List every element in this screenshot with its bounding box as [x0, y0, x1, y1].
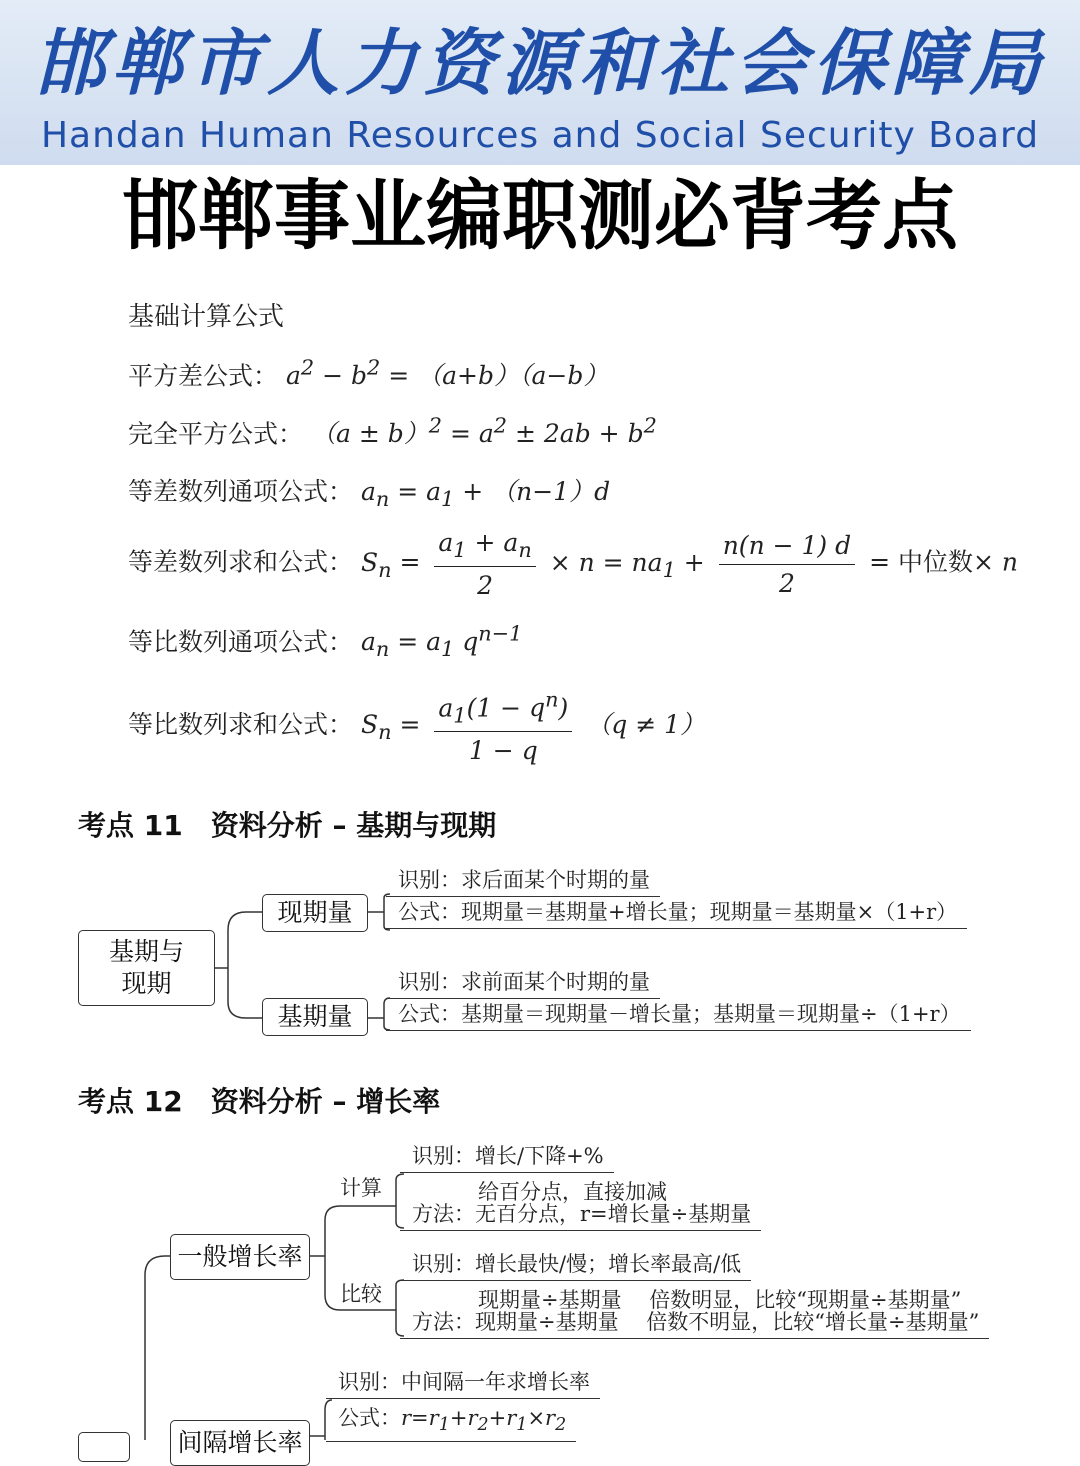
calc-method-line2: 无百分点，r=增长量÷基期量	[475, 1202, 752, 1226]
interval-identify: 识别：中间隔一年求增长率	[326, 1368, 600, 1399]
calc-method-line1: 给百分点，直接加减	[478, 1180, 667, 1204]
formula-perfect-square: 完全平方公式： $(a \pm b)^2 = a^2 \pm 2ab + b^2$	[128, 414, 657, 449]
compare-label: 比较	[340, 1282, 382, 1306]
interval-formula-prefix: 公式：	[338, 1406, 401, 1430]
formulas-heading: 基础计算公式	[128, 302, 285, 332]
formula-difference-of-squares: 平方差公式： $a^2 - b^2 = (a+b)(a-b)$	[128, 356, 609, 391]
node-current-quantity: 现期量	[262, 894, 368, 932]
formula-label: 等差数列求和公式：	[128, 547, 354, 577]
calc-label: 计算	[340, 1176, 382, 1200]
root-node-base-current: 基期与 现期	[78, 930, 215, 1006]
formula-label: 等差数列通项公式：	[128, 477, 354, 506]
compare-method-prefix: 方法：	[412, 1310, 475, 1334]
banner-title-cn: 邯郸市人力资源和社会保障局	[32, 21, 1047, 105]
formula-label: 等比数列通项公式：	[128, 627, 354, 657]
formula-geometric-term: 等比数列通项公式： $a_n = a_1$ $q^{n-1}$	[128, 622, 523, 662]
section-11-heading: 考点 11 资料分析 – 基期与现期	[78, 809, 497, 842]
median-text: 中位数	[898, 547, 974, 577]
formula-arithmetic-term: 等差数列通项公式： $a_n = a_1 + (n-1)d$	[128, 477, 611, 511]
node-base-quantity: 基期量	[262, 998, 368, 1036]
compare-identify: 识别：增长最快/慢；增长率最高/低	[400, 1250, 751, 1281]
formula-label: 完全平方公式：	[128, 419, 304, 449]
calc-method	[400, 1200, 761, 1231]
compare-row1-b: 倍数明显，比较“现期量÷基期量”	[649, 1288, 962, 1312]
compare-row2-a: 现期量÷基期量	[475, 1310, 619, 1334]
banner-title-en: Handan Human Resources and Social Security Board	[40, 115, 1040, 156]
compare-row2-b: 倍数不明显，比较“增长量÷基期量”	[646, 1310, 980, 1334]
formula-label: 等比数列求和公式：	[128, 710, 354, 740]
base-identify: 识别：求前面某个时期的量	[386, 968, 660, 999]
current-identify: 识别：求后面某个时期的量	[386, 866, 660, 897]
formula-geometric-sum: 等比数列求和公式： $S_n$ = $\frac{a_1(1 - q^n)}{1 - q}$ （q ≠ 1）	[128, 688, 705, 766]
interval-formula: 公式：$r=r_1+r_2+r_1\times r_2$	[326, 1404, 576, 1442]
root-node-growth-rate	[78, 1432, 130, 1462]
calc-method-prefix: 方法：	[412, 1202, 475, 1226]
compare-row1-a: 现期量÷基期量	[478, 1288, 622, 1312]
node-general-growth-rate: 一般增长率	[170, 1234, 310, 1280]
calc-identify: 识别：增长/下降+%	[400, 1142, 614, 1173]
formula-arithmetic-sum: 等差数列求和公式： $S_n$ = $\frac{a_1 + a_n}{2}$ × $n = na_1$ + $\frac{n(n - 1) d}{2}$ = 中位数× n	[128, 528, 1019, 600]
formula-label: 平方差公式：	[128, 361, 279, 391]
base-formula: 公式：基期量＝现期量－增长量；基期量＝现期量÷（1+r）	[386, 1000, 971, 1031]
page-title: 邯郸事业编职测必背考点	[122, 171, 958, 260]
node-interval-growth-rate: 间隔增长率	[170, 1420, 310, 1466]
section-12-heading: 考点 12 资料分析 – 增长率	[78, 1085, 441, 1118]
current-formula: 公式：现期量＝基期量+增长量；现期量＝基期量×（1+r）	[386, 898, 967, 929]
compare-method	[400, 1308, 989, 1339]
